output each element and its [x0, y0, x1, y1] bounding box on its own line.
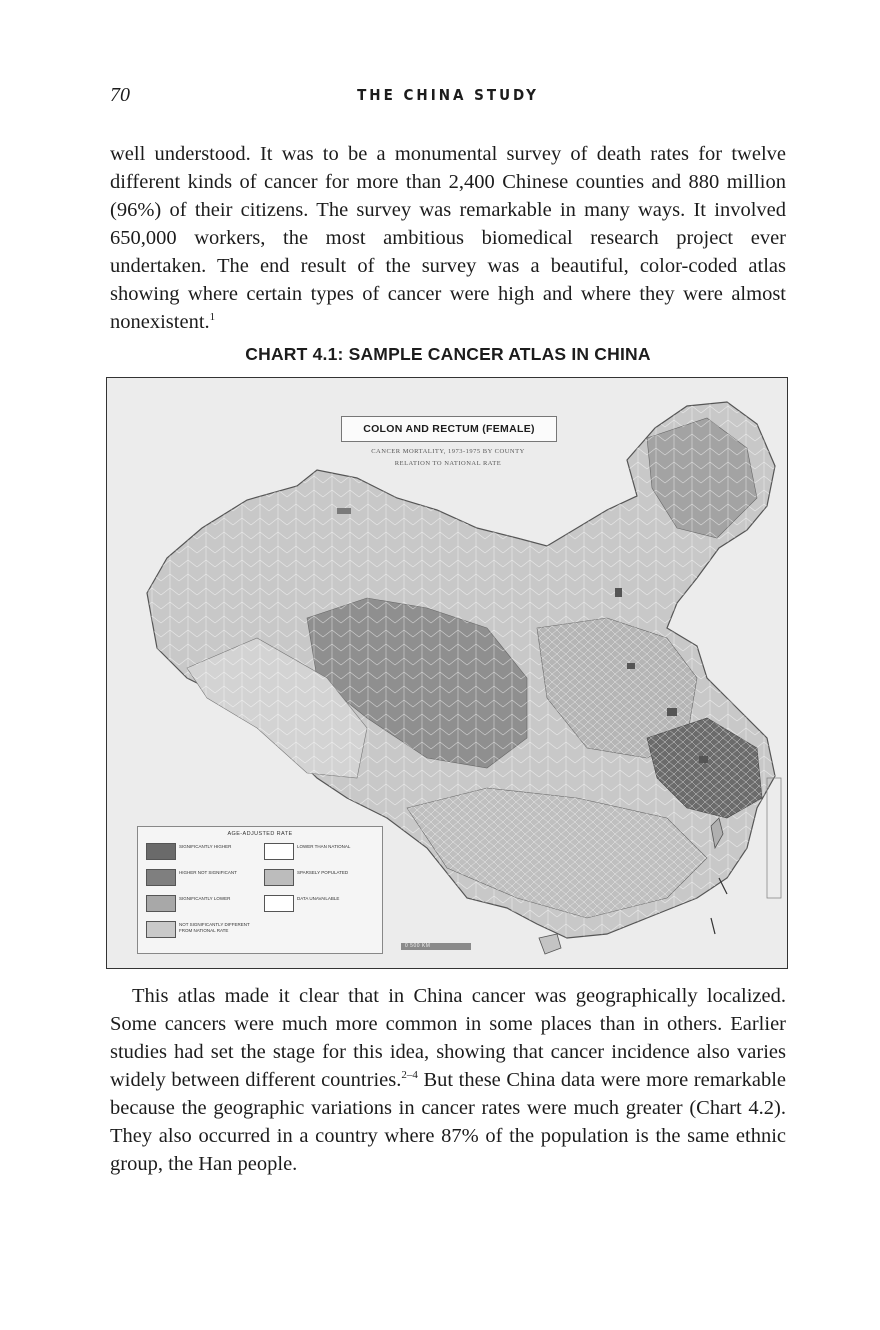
legend-item: [146, 841, 262, 863]
legend-swatch: [264, 869, 294, 886]
legend-swatch: [146, 843, 176, 860]
map-legend: [137, 826, 383, 954]
footnote-ref-1[interactable]: 1: [209, 311, 216, 324]
map-title-box: COLON AND RECTUM (FEMALE): [341, 416, 557, 442]
legend-swatch: [264, 895, 294, 912]
legend-label: SIGNIFICANTLY HIGHER: [179, 844, 232, 849]
page-header: [110, 84, 786, 114]
legend-item: [264, 893, 380, 915]
legend-swatch: [264, 843, 294, 860]
paragraph-2-text-a: This atlas made it clear that in China cancer was geographically localized. Some cancers were much more common in some places than in others. Earlier studies had set the stage for this idea, showing that cancer incidence also varies widely between different countries.: [110, 985, 786, 1091]
paragraph-1-text: well understood. It was to be a monumental survey of death rates for twelve different kinds of cancer for more than 2,400 Chinese counties and 880 million (96%) of their citizens. The survey was remarkable in many ways. It involved 650,000 workers, the most ambitious biomedical research project ever undertaken. The end result of the survey was a beautiful, color-coded atlas showing where certain types of cancer were high and where they were almost nonexistent.: [110, 143, 786, 333]
map-subtitle-1: CANCER MORTALITY, 1973-1975 BY COUNTY: [371, 448, 525, 455]
chart-title: CHART 4.1: SAMPLE CANCER ATLAS IN CHINA: [245, 344, 651, 364]
legend-item: [264, 867, 380, 889]
paragraph-2-text-b: But these China data were more remarkable because the geographic variations in cancer rates were much greater (Chart 4.2). They also occurred in a country where 87% of the population is the same ethnic group, the Han people.: [110, 1069, 786, 1175]
page-number: 70: [110, 84, 130, 106]
paragraph-2: [110, 982, 786, 1178]
legend-label: SPARSELY POPULATED: [297, 870, 349, 875]
legend-item: [264, 841, 380, 863]
legend-swatch: [146, 895, 176, 912]
cancer-atlas-map: [106, 377, 788, 969]
footnote-ref-2-4[interactable]: 2–4: [401, 1069, 418, 1082]
legend-item: [146, 919, 262, 941]
legend-label: SIGNIFICANTLY LOWER: [179, 896, 231, 901]
legend-label: NOT SIGNIFICANTLY DIFFERENT FROM NATIONAL RATE: [179, 922, 250, 933]
paragraph-1: [110, 140, 786, 336]
legend-title: AGE-ADJUSTED RATE: [227, 831, 293, 837]
legend-item: [146, 867, 262, 889]
legend-item: [146, 893, 262, 915]
running-head: THE CHINA STUDY: [357, 86, 539, 104]
legend-label: LOWER THAN NATIONAL: [297, 844, 351, 849]
map-subtitle-2: RELATION TO NATIONAL RATE: [394, 460, 502, 467]
legend-swatch: [146, 921, 176, 938]
map-scale-label: 0 500 KM: [405, 943, 431, 949]
legend-label: HIGHER NOT SIGNIFICANT: [179, 870, 237, 875]
legend-label: DATA UNAVAILABLE: [297, 896, 340, 901]
legend-swatch: [146, 869, 176, 886]
